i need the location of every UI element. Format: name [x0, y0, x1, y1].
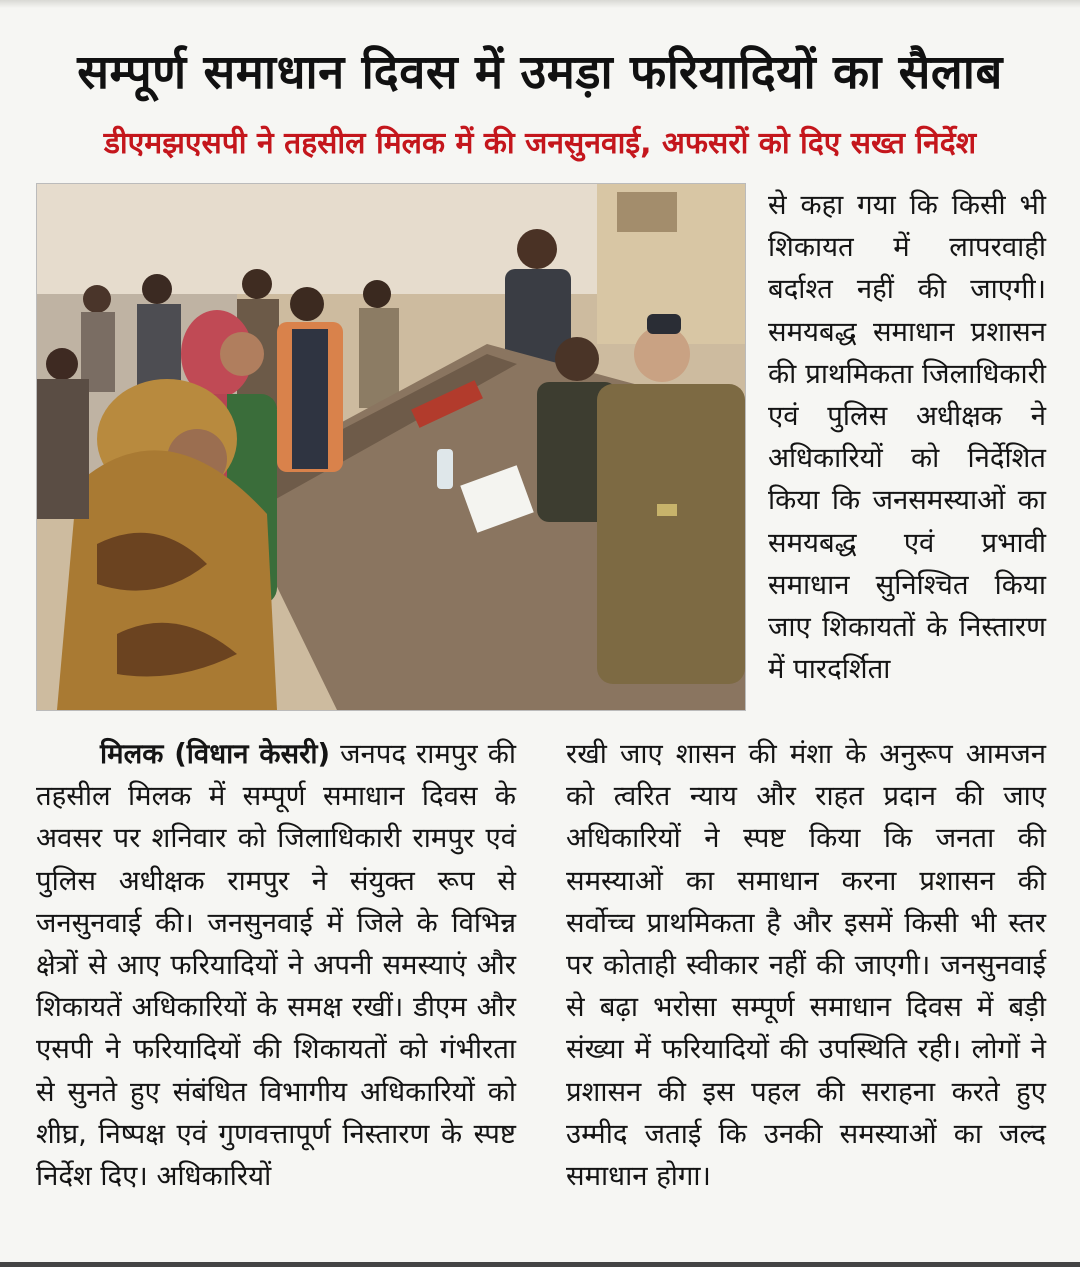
dateline: मिलक (विधान केसरी) — [100, 738, 331, 770]
public-hearing-photo — [37, 184, 745, 710]
previous-article-strip — [0, 0, 1080, 8]
article-column-right-bottom: रखी जाए शासन की मंशा के अनुरूप आमजन को त्वरित न्याय और राहत प्रदान की जाए अधिकारियों ने स्पष्ट किया कि जनता की समस्याओं का समाधान करना प्रशासन की सर्वोच्च प्राथमिकता है और इसमें किसी भी स्तर पर कोताही स्वीकार नहीं की जाएगी। जनसुनवाई से बढ़ा भरोसा सम्पूर्ण समाधान दिवस में बड़ी संख्या में फरियादियों की उपस्थिति रही। लोगों ने प्रशासन की इस पहल की सराहना करते हुए उम्मीद जताई कि उनकी समस्याओं का जल्द समाधान होगा। — [566, 738, 1046, 1193]
subheadline: डीएमझएसपी ने तहसील मिलक में की जनसुनवाई, अफसरों को दिए सख्त निर्देश — [103, 126, 977, 161]
article-column-left — [36, 733, 516, 1197]
bottom-rule — [0, 1262, 1080, 1267]
news-photo — [36, 183, 746, 711]
headline: सम्पूर्ण समाधान दिवस में उमड़ा फरियादियों का सैलाब — [77, 45, 1003, 100]
article-body-left: जनपद रामपुर की तहसील मिलक में सम्पूर्ण समाधान दिवस के अवसर पर शनिवार को जिलाधिकारी रामपुर एवं पुलिस अधीक्षक रामपुर ने संयुक्त रूप से जनसुनवाई की। जनसुनवाई में जिले के विभिन्न क्षेत्रों से आए फरियादियों ने अपनी समस्याएं और शिकायतें अधिकारियों के समक्ष रखीं। डीएम और एसपी ने फरियादियों की शिकायतों को गंभीरता से सुनते हुए संबंधित विभागीय अधिकारियों को शीघ्र, निष्पक्ष एवं गुणवत्तापूर्ण निस्तारण के स्पष्ट निर्देश दिए। अधिकारियों — [36, 738, 516, 1193]
article-column-right-top: से कहा गया कि किसी भी शिकायत में लापरवाही बर्दाश्त नहीं की जाएगी। समयबद्ध समाधान प्रशासन की प्राथमिकता जिलाधिकारी एवं पुलिस अधीक्षक ने अधिकारियों को निर्देशित किया कि जनसमस्याओं का समयबद्ध एवं प्रभावी समाधान सुनिश्चित किया जाए शिकायतों के निस्तारण में पारदर्शिता — [768, 189, 1046, 686]
